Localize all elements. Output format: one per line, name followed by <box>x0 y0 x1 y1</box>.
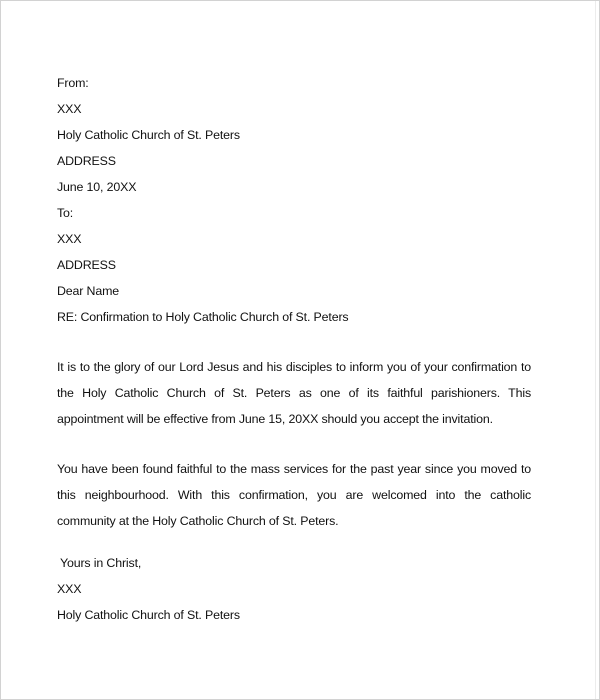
sender-organization: Holy Catholic Church of St. Peters <box>57 128 240 142</box>
sender-name: XXX <box>57 102 82 116</box>
to-label: To: <box>57 206 74 220</box>
spacer <box>57 330 531 354</box>
letter-closing <box>57 550 531 628</box>
spacer <box>57 432 531 456</box>
from-label: From: <box>57 76 89 90</box>
subject-line: RE: Confirmation to Holy Catholic Church of St. Peters <box>57 310 349 324</box>
signer-organization: Holy Catholic Church of St. Peters <box>57 608 240 622</box>
sender-address: ADDRESS <box>57 154 116 168</box>
body-paragraph-2: You have been found faithful to the mass services for the past year since you moved to this neighbourhood. With this confirmation, you are welcomed into the catholic community at the Holy Catholic Church of St. Peters. <box>57 462 531 528</box>
salutation: Dear Name <box>57 284 120 298</box>
confirmation-letter <box>57 70 531 628</box>
recipient-name: XXX <box>57 232 82 246</box>
valediction: Yours in Christ, <box>60 556 142 570</box>
spacer <box>57 534 531 550</box>
letter-date: June 10, 20XX <box>57 180 137 194</box>
signer-name: XXX <box>57 582 82 596</box>
recipient-address: ADDRESS <box>57 258 116 272</box>
body-paragraph-1: It is to the glory of our Lord Jesus and his disciples to inform you of your confirmation to the Holy Catholic Church of St. Peters as one of its faithful parishioners. This appointment will be effective from June 15, 20XX should you accept the invitation. <box>57 360 531 426</box>
letter-header <box>57 70 531 330</box>
